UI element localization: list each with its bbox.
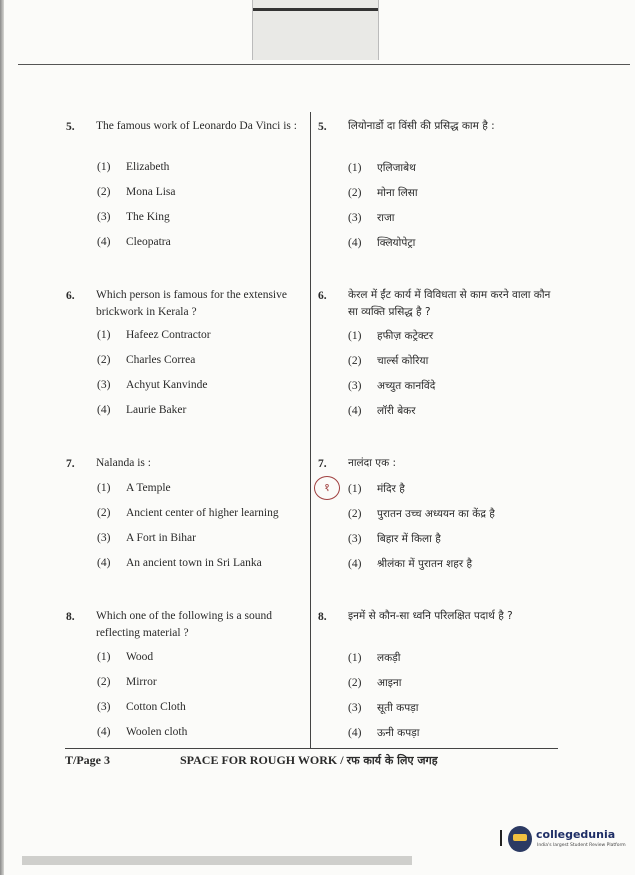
- scan-edge-strip: [22, 856, 412, 865]
- handwritten-answer-mark: १: [314, 476, 340, 500]
- question-number-hi: 6.: [318, 290, 327, 302]
- option-en: (3) Achyut Kanvinde: [97, 379, 208, 391]
- collegedunia-watermark: [508, 826, 628, 856]
- option-en: (1) Wood: [97, 651, 154, 663]
- option-en: (4) Woolen cloth: [97, 726, 188, 738]
- option-hi: (2) आइना: [348, 677, 402, 689]
- option-en: (4) Cleopatra: [97, 236, 171, 248]
- option-hi: (1) लकड़ी: [348, 652, 401, 664]
- question-text-en: Which one of the following is a sound reflecting material ?: [96, 610, 272, 639]
- option-en: (4) An ancient town in Sri Lanka: [97, 557, 262, 569]
- question-text-hi: लियोनार्डो दा विंसी की प्रसिद्ध काम है :: [348, 120, 495, 132]
- question-number-hi: 5.: [318, 121, 327, 133]
- option-hi: (1) हफीज़ कट्रेक्टर: [348, 330, 434, 342]
- option-hi: (1) एलिजाबेथ: [348, 162, 416, 174]
- rough-work-label: SPACE FOR ROUGH WORK / रफ कार्य के लिए जगह: [180, 753, 438, 767]
- question-number: 8.: [66, 611, 75, 623]
- question-number-hi: 7.: [318, 458, 327, 470]
- option-hi: (2) पुरातन उच्च अध्ययन का केंद्र है: [348, 508, 495, 520]
- binder-clip: [252, 0, 379, 60]
- option-hi: (4) लॉरी बेकर: [348, 405, 416, 417]
- option-en: (3) A Fort in Bihar: [97, 532, 196, 544]
- option-en: (2) Mona Lisa: [97, 186, 176, 198]
- option-en: (3) The King: [97, 211, 170, 223]
- header-rule: [18, 64, 630, 65]
- option-hi: (3) बिहार में किला है: [348, 533, 441, 545]
- question-number-hi: 8.: [318, 611, 327, 623]
- option-en: (2) Charles Correa: [97, 354, 196, 366]
- option-en: (3) Cotton Cloth: [97, 701, 186, 713]
- option-hi: (4) श्रीलंका में पुरातन शहर है: [348, 558, 473, 570]
- option-hi: (2) चार्ल्स कोरिया: [348, 355, 429, 367]
- option-en: (1) A Temple: [97, 482, 171, 494]
- option-hi: (3) राजा: [348, 212, 395, 224]
- option-en: (1) Hafeez Contractor: [97, 329, 211, 341]
- option-hi: (2) मोना लिसा: [348, 187, 418, 199]
- mascot-icon: [508, 826, 532, 852]
- question-text-hi: केरल में ईंट कार्य में विविधता से काम करने वाला कौन सा व्यक्ति प्रसिद्ध है ?: [348, 289, 551, 318]
- question-text-hi: इनमें से कौन-सा ध्वनि परिलक्षित पदार्थ है ?: [348, 610, 513, 622]
- watermark-tagline: India's largest Student Review Platform: [537, 843, 626, 848]
- option-en: (4) Laurie Baker: [97, 404, 187, 416]
- option-hi: (3) सूती कपड़ा: [348, 702, 419, 714]
- footer-rule: [65, 748, 558, 749]
- divider-tick: [500, 830, 502, 846]
- option-en: (2) Ancient center of higher learning: [97, 507, 279, 519]
- option-en: (1) Elizabeth: [97, 161, 170, 173]
- question-text-en: Nalanda is :: [96, 457, 151, 469]
- option-hi: (4) ऊनी कपड़ा: [348, 727, 420, 739]
- question-text-en: Which person is famous for the extensive brickwork in Kerala ?: [96, 289, 287, 318]
- question-text-en: The famous work of Leonardo Da Vinci is :: [96, 120, 297, 132]
- option-en: (2) Mirror: [97, 676, 157, 688]
- page-number: T/Page 3: [65, 753, 110, 767]
- option-hi: (4) क्लियोपेट्रा: [348, 237, 416, 249]
- question-text-hi: नालंदा एक :: [348, 457, 397, 469]
- watermark-name: collegedunia: [536, 828, 616, 841]
- option-hi: (3) अच्युत कानविंदे: [348, 380, 436, 392]
- question-number: 7.: [66, 458, 75, 470]
- option-hi: (1) मंदिर है: [348, 483, 405, 495]
- question-number: 5.: [66, 121, 75, 133]
- question-number: 6.: [66, 290, 75, 302]
- column-divider: [310, 112, 311, 748]
- page-edge-shadow: [0, 0, 4, 875]
